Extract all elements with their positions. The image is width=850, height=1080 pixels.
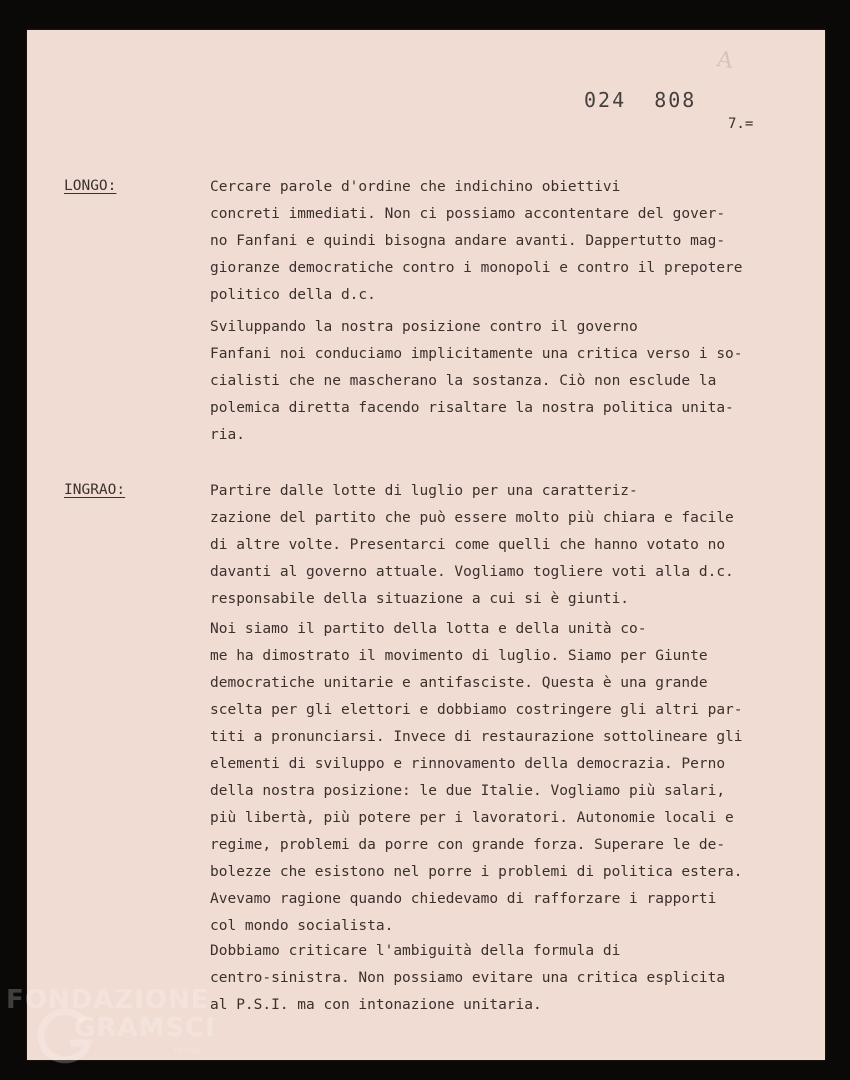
paragraph-ingrao-1: Partire dalle lotte di luglio per una caratteriz- zazione del partito che può essere molto più chiara e facile di altre volte. Presentarci come quelli che hanno votato no davanti al governo attuale. Vogliamo togliere voti alla d.c. responsabile della situazione a cui si è giunti. (210, 483, 734, 607)
watermark-line-1: FONDAZIONE (6, 985, 210, 1015)
paragraph-longo-1: Cercare parole d'ordine che indichino obiettivi concreti immediati. Non ci possiamo accontentare del gover- no Fanfani e quindi bisogna andare avanti. Dappertutto mag- gioranze democratiche contro i monopoli e contro il prepotere politico della d.c. (210, 179, 743, 303)
document-page (27, 30, 825, 1060)
speaker-longo: LONGO: (64, 178, 117, 194)
paragraph-ingrao-3: Dobbiamo criticare l'ambiguità della formula di centro-sinistra. Non possiamo evitare una critica esplicita al P.S.I. ma con intonazione unitaria. (210, 943, 726, 1013)
archive-number: 024 808 (584, 88, 697, 112)
paragraph-longo-2: Sviluppando la nostra posizione contro il governo Fanfani noi conduciamo implicitamente una critica verso i so- cialisti che ne mascherano la sostanza. Ciò non esclude la polemica diretta facendo risaltare la nostra politica unita- ria. (210, 319, 743, 443)
speaker-ingrao: INGRAO: (64, 482, 126, 498)
watermark-line-2: GRAMSCI (74, 1013, 216, 1043)
pencil-annotation: A (715, 47, 735, 74)
watermark-line-3: onlus (174, 1045, 201, 1056)
page-number: 7.= (728, 116, 754, 132)
paragraph-ingrao-2: Noi siamo il partito della lotta e della unità co- me ha dimostrato il movimento di luglio. Siamo per Giunte democratiche unitarie e antifasciste. Questa è una grande scelta per gli elettori e dobbiamo costringere gli altri par- titi a pronunciarsi. Invece di restaurazione sottolineare gli elementi di sviluppo e rinnovamento della democrazia. Perno della nostra posizione: le due Italie. Vogliamo più salari, più libertà, più potere per i lavoratori. Autonomie locali e regime, problemi da porre con grande forza. Superare le de- bolezze che esistono nel porre i problemi di politica estera. Avevamo ragione quando chiedevamo di rafforzare i rapporti col mondo socialista. (210, 621, 743, 934)
